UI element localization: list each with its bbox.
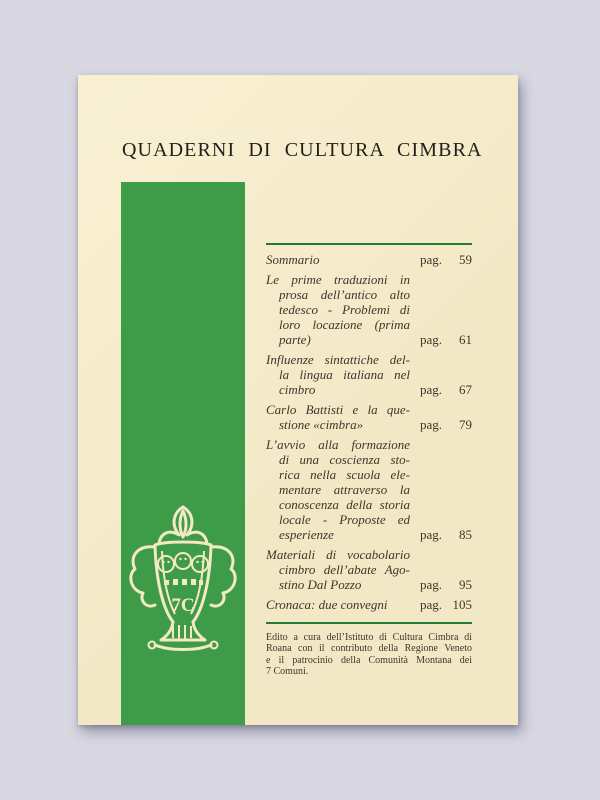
toc-page-ref [420, 527, 472, 542]
toc-entry-line: tedesco - Problemi di [279, 302, 410, 317]
face-center [175, 553, 191, 569]
toc-entry [266, 272, 472, 347]
toc-entry-line: Influenze sintattiche del- [266, 352, 410, 367]
toc-entry-line: Le prime traduzioni in [266, 272, 410, 287]
imprint-line: 7 Comuni. [266, 666, 309, 678]
foot [161, 622, 205, 640]
toc-entry [266, 547, 472, 592]
crest-inscription: 7C [171, 595, 195, 616]
page-number: 79 [459, 417, 472, 432]
table-of-contents [266, 243, 472, 617]
page-number: 85 [459, 527, 472, 542]
toc-page-ref [420, 382, 472, 397]
page-number: 67 [459, 382, 472, 397]
imprint-text [266, 632, 472, 678]
toc-entry [266, 437, 472, 542]
toc-entry-line: di una coscienza sto- [279, 452, 410, 467]
handle-left [131, 547, 155, 606]
toc-page-ref [420, 417, 472, 432]
toc-entry-line: L’avvio alla formazione [266, 437, 410, 452]
toc-page-ref [420, 597, 472, 612]
imprint-line: e il patrocinio della Comunità Montana dei [266, 654, 472, 666]
toc-entry-line: locale - Proposte ed [279, 512, 410, 527]
toc-entry [266, 402, 472, 432]
toc-entry-line: loro locazione (prima [279, 317, 410, 332]
toc-entry-line: cimbro dell’abate Ago- [279, 562, 410, 577]
toc-entry-line: Carlo Battisti e la que- [266, 402, 410, 417]
page-label: pag. [420, 417, 443, 432]
toc-top-rule [266, 243, 472, 245]
toc-entry-line: esperienze [279, 527, 334, 542]
toc-entry-line: conoscenza della storia [279, 497, 410, 512]
sette-comuni-crest-icon [125, 504, 241, 656]
page-number: 105 [452, 597, 472, 612]
face-left [158, 556, 174, 572]
imprint-line: Edito a cura dell’Istituto di Cultura Cimbra di [266, 632, 472, 643]
toc-entry-line: Sommario [266, 252, 320, 267]
toc-bottom-rule [266, 622, 472, 624]
page-label: pag. [420, 577, 443, 592]
toc-entry [266, 597, 472, 612]
page-label: pag. [420, 332, 443, 347]
toc-entry-line: cimbro [279, 382, 316, 397]
page-label: pag. [420, 252, 443, 267]
toc-entries [266, 252, 472, 612]
toc-entry-line: parte) [279, 332, 311, 347]
page-label: pag. [420, 527, 443, 542]
toc-page-ref [420, 332, 472, 347]
page-number: 59 [459, 252, 472, 267]
page-label: pag. [420, 597, 443, 612]
toc-entry-line: la lingua italiana nel [279, 367, 410, 382]
toc-entry-line: Cronaca: due convegni [266, 597, 388, 612]
toc-entry-line: mentare attraverso la [279, 482, 410, 497]
base [155, 645, 211, 650]
page-number: 95 [459, 577, 472, 592]
book-cover [78, 75, 518, 725]
imprint-line: Roana con il contributo della Regione Veneto [266, 643, 472, 655]
toc-entry-line: rica nella scuola ele- [279, 467, 410, 482]
face-right [192, 556, 208, 572]
page-label: pag. [420, 382, 443, 397]
toc-entry-line: prosa dell’antico alto [279, 287, 410, 302]
toc-entry-line: Materiali di vocabolario [266, 547, 410, 562]
handle-right [211, 547, 235, 606]
green-band [121, 182, 245, 725]
plume-center [180, 511, 186, 537]
foot-flutes [173, 625, 191, 639]
toc-entry [266, 352, 472, 397]
cover-title: QUADERNI DI CULTURA CIMBRA [122, 139, 483, 161]
toc-page-ref [420, 252, 472, 267]
urn-rim [155, 542, 211, 545]
toc-entry-line: stione «cimbra» [279, 417, 364, 432]
toc-page-ref [420, 577, 472, 592]
toc-entry-line: stino Dal Pozzo [279, 577, 362, 592]
page-number: 61 [459, 332, 472, 347]
toc-entry [266, 252, 472, 267]
